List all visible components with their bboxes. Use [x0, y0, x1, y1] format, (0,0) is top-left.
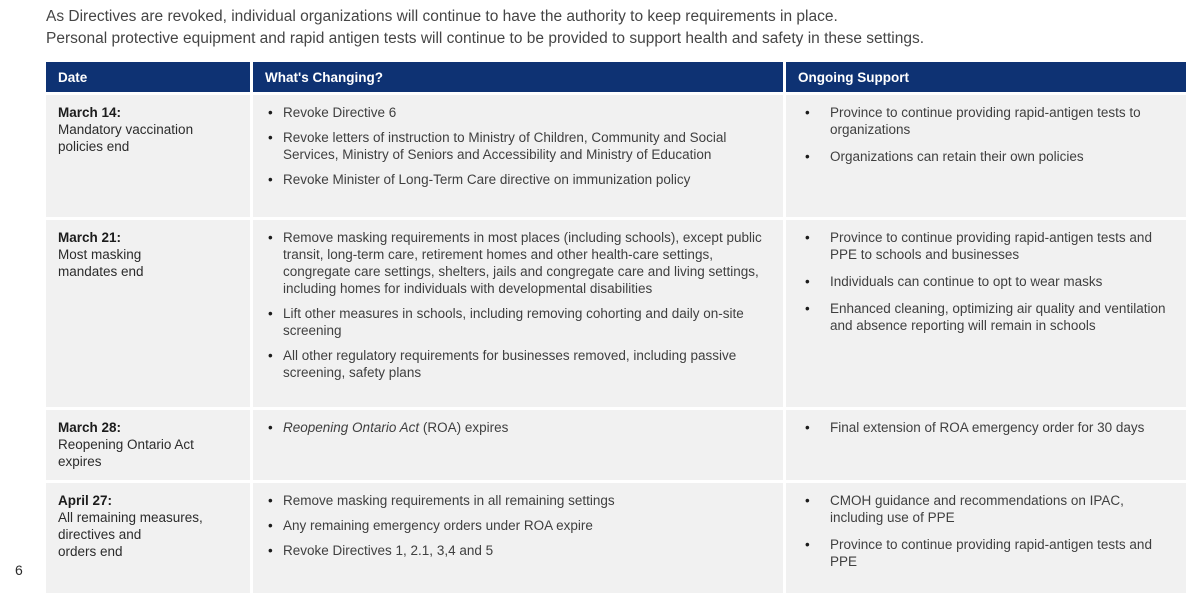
changing-bullet-list	[265, 419, 773, 436]
reopening-timeline-table	[46, 62, 1186, 593]
date-title: March 14:	[58, 105, 122, 120]
ongoing-support-cell	[786, 95, 1186, 217]
bullet-item: • Lift other measures in schools, including removing cohorting and daily on-site screening	[265, 305, 773, 339]
changing-bullet-list	[265, 104, 773, 188]
bullet-item: • All other regulatory requirements for businesses removed, including passive screening, safety plans	[265, 347, 773, 381]
support-bullet-list	[798, 419, 1176, 436]
intro-text	[46, 6, 1186, 50]
bullet-item: • Any remaining emergency orders under ROA expire	[265, 517, 773, 534]
intro-line-1: As Directives are revoked, individual organizations will continue to have the authority to keep requirements in place.	[46, 8, 838, 25]
date-cell	[46, 95, 250, 217]
bullet-item: • CMOH guidance and recommendations on IPAC, including use of PPE	[798, 492, 1176, 526]
header-whats-changing: What's Changing?	[253, 62, 783, 92]
whats-changing-cell	[253, 95, 783, 217]
bullet-item: • Remove masking requirements in most places (including schools), except public transit, long-term care, retirement homes and other health-care settings, congregate care settings, shelters, jails and congregate care and living settings, including homes for individuals with developmental disabilities	[265, 229, 773, 297]
date-title: March 28:	[58, 420, 122, 435]
support-bullet-list	[798, 104, 1176, 165]
bullet-item: • Organizations can retain their own policies	[798, 148, 1176, 165]
whats-changing-cell	[253, 483, 783, 593]
ongoing-support-cell	[786, 410, 1186, 480]
support-bullet-list	[798, 229, 1176, 334]
changing-bullet-list	[265, 229, 773, 381]
table-row	[46, 410, 1186, 480]
bullet-item: • Province to continue providing rapid-antigen tests and PPE to schools and businesses	[798, 229, 1176, 263]
date-cell	[46, 483, 250, 593]
date-cell	[46, 220, 250, 407]
changing-bullet-list	[265, 492, 773, 559]
table-row	[46, 95, 1186, 217]
bullet-item: • Province to continue providing rapid-antigen tests and PPE	[798, 536, 1176, 570]
table-row	[46, 483, 1186, 593]
table-row	[46, 220, 1186, 407]
whats-changing-cell	[253, 220, 783, 407]
support-bullet-list	[798, 492, 1176, 570]
date-title: March 21:	[58, 230, 122, 245]
bullet-item: • Revoke Minister of Long-Term Care directive on immunization policy	[265, 171, 773, 188]
bullet-item: • Revoke Directives 1, 2.1, 3,4 and 5	[265, 542, 773, 559]
bullet-item: • Enhanced cleaning, optimizing air quality and ventilation and absence reporting will remain in schools	[798, 300, 1176, 334]
bullet-item: • Individuals can continue to opt to wear masks	[798, 273, 1176, 290]
bullet-item: • Revoke letters of instruction to Ministry of Children, Community and Social Services, Ministry of Seniors and Accessibility and Ministry of Education	[265, 129, 773, 163]
bullet-item: • Remove masking requirements in all remaining settings	[265, 492, 773, 509]
date-title: April 27:	[58, 493, 113, 508]
bullet-item: • Final extension of ROA emergency order for 30 days	[798, 419, 1176, 436]
ongoing-support-cell	[786, 483, 1186, 593]
bullet-item: • Reopening Ontario Act (ROA) expires	[265, 419, 773, 436]
header-ongoing-support: Ongoing Support	[786, 62, 1186, 92]
date-cell	[46, 410, 250, 480]
bullet-item: • Revoke Directive 6	[265, 104, 773, 121]
ongoing-support-cell	[786, 220, 1186, 407]
header-date: Date	[46, 62, 250, 92]
whats-changing-cell	[253, 410, 783, 480]
date-description: All remaining measures, directives and orders end	[58, 510, 203, 559]
date-description: Mandatory vaccination policies end	[58, 122, 194, 154]
date-description: Most masking mandates end	[58, 247, 144, 279]
date-description: Reopening Ontario Act expires	[58, 437, 194, 469]
intro-line-2: Personal protective equipment and rapid antigen tests will continue to be provided to support health and safety in these settings.	[46, 30, 925, 47]
table-header-row	[46, 62, 1186, 92]
bullet-item: • Province to continue providing rapid-antigen tests to organizations	[798, 104, 1176, 138]
page-number: 6	[15, 562, 23, 578]
